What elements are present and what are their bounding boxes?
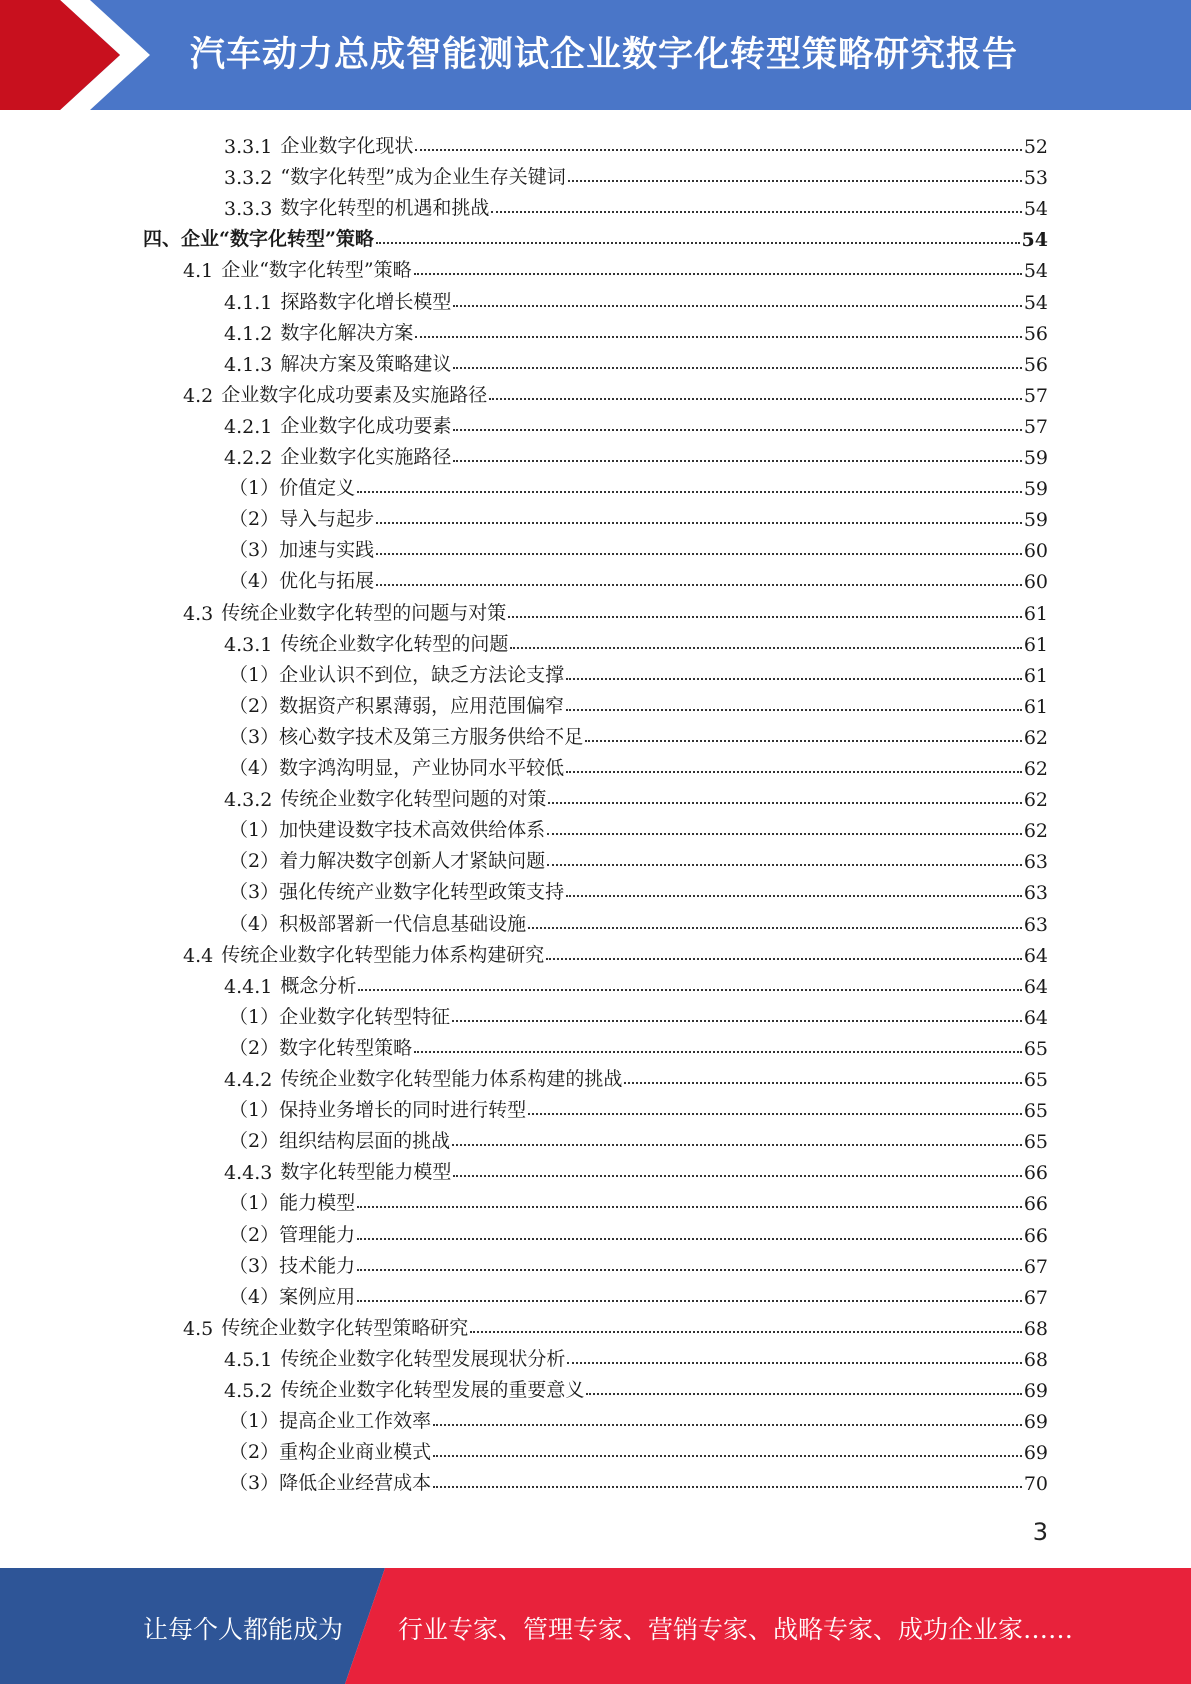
toc-entry-title: 企业数字化实施路径	[280, 446, 452, 468]
toc-dot-leader	[414, 272, 1022, 275]
toc-dot-leader	[568, 179, 1022, 182]
toc-dot-leader	[566, 894, 1022, 897]
toc-entry-page: 53	[1023, 167, 1048, 190]
toc-dot-leader	[508, 615, 1022, 618]
toc-entry-number: 四、	[143, 228, 182, 251]
toc-entry-number: （3）	[229, 725, 280, 748]
toc-entry-number: （2）	[229, 694, 280, 717]
toc-entry-title: 传统企业数字化转型发展的重要意义	[280, 1379, 585, 1401]
toc-entry-page: 66	[1023, 1162, 1048, 1185]
toc-entry-title: 解决方案及策略建议	[280, 352, 452, 375]
toc-entry[interactable]	[183, 376, 1048, 407]
toc-entry[interactable]	[224, 189, 1048, 220]
toc-entry-number: （4）	[229, 570, 280, 593]
toc-dot-leader	[547, 863, 1022, 866]
toc-entry-number: 3.3.2	[224, 167, 273, 190]
toc-dot-leader	[567, 1361, 1021, 1364]
toc-entry-number: （2）	[229, 1223, 280, 1246]
toc-dot-leader	[548, 801, 1021, 804]
toc-entry-page: 56	[1023, 353, 1048, 376]
toc-entry[interactable]	[224, 780, 1048, 811]
toc-dot-leader	[453, 1174, 1021, 1177]
toc-entry-number: （1）	[229, 477, 280, 500]
toc-entry-number: 4.3	[183, 602, 214, 625]
toc-entry[interactable]	[229, 998, 1048, 1029]
toc-dot-leader	[624, 1081, 1021, 1084]
toc-entry-page: 57	[1023, 384, 1048, 407]
toc-entry-title: 企业数字化现状	[280, 135, 414, 157]
toc-entry[interactable]	[229, 811, 1048, 842]
toc-entry-number: 4.1.1	[224, 291, 273, 314]
toc-entry[interactable]	[229, 656, 1048, 687]
toc-entry-title: 核心数字技术及第三方服务供给不足	[279, 725, 584, 748]
toc-entry[interactable]	[224, 967, 1048, 998]
toc-entry-number: 4.4	[183, 944, 214, 967]
toc-entry-page: 66	[1023, 1224, 1048, 1247]
toc-entry[interactable]	[229, 687, 1048, 718]
page-footer	[0, 1568, 1191, 1684]
toc-entry[interactable]	[183, 251, 1048, 282]
toc-dot-leader	[566, 770, 1022, 773]
toc-entry-title: 传统企业数字化转型能力体系构建研究	[221, 943, 545, 966]
toc-entry-number: （4）	[229, 912, 280, 935]
toc-entry-page: 60	[1023, 571, 1048, 594]
toc-dot-leader	[566, 708, 1022, 711]
page-header	[0, 0, 1191, 110]
toc-entry-number: 4.2.1	[224, 415, 273, 438]
toc-entry[interactable]	[224, 1371, 1048, 1402]
toc-entry-number: （3）	[229, 881, 280, 904]
toc-dot-leader	[433, 1423, 1022, 1426]
toc-entry[interactable]	[229, 1091, 1048, 1122]
toc-entry-number: 4.3.1	[224, 633, 273, 656]
toc-entry-number: 4.1.2	[224, 322, 273, 345]
toc-entry-page: 61	[1023, 633, 1048, 656]
toc-entry-number: 4.4.3	[224, 1162, 273, 1185]
page-number: 3	[1032, 1518, 1048, 1546]
toc-dot-leader	[357, 1299, 1022, 1302]
toc-entry[interactable]	[183, 936, 1048, 967]
toc-entry-number: （2）	[229, 1441, 280, 1464]
toc-entry-number: （1）	[229, 663, 280, 686]
toc-entry[interactable]	[143, 220, 1048, 251]
toc-entry-title: 加速与实践	[279, 539, 375, 562]
toc-entry[interactable]	[183, 594, 1048, 625]
toc-entry-title: 概念分析	[280, 974, 357, 997]
toc-dot-leader	[357, 490, 1022, 493]
toc-entry-page: 65	[1023, 1100, 1048, 1123]
toc-dot-leader	[433, 1454, 1022, 1457]
toc-dot-leader	[415, 148, 1021, 151]
toc-entry-page: 62	[1023, 726, 1048, 749]
toc-dot-leader	[546, 957, 1022, 960]
toc-entry-title: 价值定义	[279, 477, 356, 500]
toc-entry[interactable]	[229, 873, 1048, 904]
toc-entry-title: 传统企业数字化转型的问题	[280, 632, 509, 655]
toc-entry-title: 传统企业数字化转型策略研究	[221, 1316, 469, 1339]
toc-entry-page: 62	[1023, 789, 1048, 812]
toc-dot-leader	[453, 366, 1021, 369]
toc-entry[interactable]	[224, 1340, 1048, 1371]
toc-entry-page: 63	[1023, 882, 1048, 905]
toc-entry-page: 68	[1023, 1317, 1048, 1340]
toc-entry-number: （1）	[229, 1192, 280, 1215]
toc-entry-page: 64	[1023, 1006, 1048, 1029]
toc-entry-page: 57	[1023, 415, 1048, 438]
toc-entry-page: 67	[1023, 1286, 1048, 1309]
toc-entry[interactable]	[224, 1060, 1048, 1091]
toc-dot-leader	[452, 1019, 1022, 1022]
toc-entry-page: 54	[1023, 291, 1048, 314]
toc-entry-number: 4.1	[183, 260, 214, 283]
toc-entry-page: 59	[1023, 478, 1048, 501]
toc-entry-page: 64	[1023, 975, 1048, 998]
toc-entry-title: 保持业务增长的同时进行转型	[279, 1099, 527, 1122]
footer-slogan-right: 行业专家、管理专家、营销专家、战略专家、成功企业家……	[398, 1615, 1074, 1644]
toc-entry-number: 4.2	[183, 384, 214, 407]
toc-entry-title: 降低企业经营成本	[279, 1472, 432, 1495]
toc-dot-leader	[453, 428, 1021, 431]
toc-entry-title: 企业数字化成功要素及实施路径	[221, 383, 488, 406]
toc-entry-page: 70	[1023, 1473, 1048, 1496]
toc-entry-title: 导入与起步	[279, 508, 375, 531]
toc-entry-page: 59	[1023, 447, 1048, 469]
toc-entry-page: 60	[1023, 540, 1048, 563]
toc-entry-title: 数字化转型能力模型	[280, 1161, 452, 1184]
toc-entry-number: 4.3.2	[224, 789, 273, 812]
toc-dot-leader	[433, 1485, 1022, 1488]
toc-dot-leader	[376, 241, 1020, 244]
toc-entry[interactable]	[229, 1247, 1048, 1278]
toc-entry-page: 62	[1023, 758, 1048, 780]
toc-entry-title: 加快建设数字技术高效供给体系	[279, 819, 546, 842]
toc-entry[interactable]	[229, 1433, 1048, 1464]
toc-entry[interactable]	[229, 1402, 1048, 1433]
toc-entry-title: 提高企业工作效率	[279, 1410, 432, 1433]
toc-dot-leader	[489, 397, 1022, 400]
toc-entry-number: （3）	[229, 1254, 280, 1277]
toc-entry-page: 54	[1023, 260, 1048, 283]
toc-entry-number: 4.4.2	[224, 1069, 273, 1091]
toc-entry-page: 62	[1023, 820, 1048, 843]
toc-dot-leader	[491, 210, 1021, 213]
toc-dot-leader	[453, 304, 1021, 307]
toc-entry-number: 4.4.1	[224, 975, 273, 998]
toc-dot-leader	[470, 1330, 1022, 1333]
toc-dot-leader	[586, 1392, 1021, 1395]
toc-entry-title: 管理能力	[279, 1223, 356, 1246]
header-chevron-icon	[0, 0, 160, 110]
toc-entry[interactable]	[224, 345, 1048, 376]
toc-entry[interactable]	[229, 1278, 1048, 1309]
toc-entry-number: （3）	[229, 1472, 280, 1495]
footer-slogan-left: 让每个人都能成为	[143, 1615, 344, 1644]
toc-entry-page: 64	[1023, 944, 1048, 967]
toc-entry[interactable]	[224, 625, 1048, 656]
toc-entry-title: 探路数字化增长模型	[280, 290, 452, 313]
toc-entry-number: 4.5.2	[224, 1380, 273, 1402]
toc-entry[interactable]	[224, 438, 1048, 469]
toc-dot-leader	[414, 1050, 1022, 1053]
toc-entry-number: 4.1.3	[224, 353, 273, 376]
toc-entry-title: 数字化转型策略	[279, 1036, 413, 1059]
toc-entry-page: 63	[1023, 851, 1048, 874]
toc-entry-page: 69	[1023, 1442, 1048, 1465]
toc-dot-leader	[376, 583, 1022, 586]
toc-entry-number: （1）	[229, 1099, 280, 1122]
toc-entry[interactable]	[224, 283, 1048, 314]
toc-entry-page: 69	[1023, 1380, 1048, 1402]
report-title: 汽车动力总成智能测试企业数字化转型策略研究报告	[190, 35, 1019, 75]
toc-entry-title: 数字鸿沟明显，产业协同水平较低	[279, 757, 565, 779]
toc-entry-number: （2）	[229, 1130, 280, 1153]
toc-entry[interactable]	[229, 562, 1048, 593]
toc-entry-title: “数字化转型”成为企业生存关键词	[280, 166, 566, 189]
toc-entry[interactable]	[229, 531, 1048, 562]
toc-entry[interactable]	[229, 1184, 1048, 1215]
toc-entry-number: （2）	[229, 1036, 280, 1059]
toc-dot-leader	[528, 926, 1022, 929]
toc-entry-number: 3.3.1	[224, 136, 273, 158]
toc-entry-title: 组织结构层面的挑战	[279, 1130, 451, 1153]
toc-entry-page: 65	[1023, 1037, 1048, 1060]
toc-entry-number: （2）	[229, 508, 280, 531]
toc-entry-number: （2）	[229, 850, 280, 873]
toc-entry[interactable]	[224, 407, 1048, 438]
toc-entry[interactable]	[229, 842, 1048, 873]
toc-dot-leader	[510, 646, 1021, 649]
toc-entry-number: （4）	[229, 757, 280, 779]
toc-entry-page: 68	[1023, 1348, 1048, 1371]
toc-dot-leader	[357, 1237, 1022, 1240]
toc-entry[interactable]	[183, 1309, 1048, 1340]
toc-entry-page: 59	[1023, 509, 1048, 532]
toc-entry-number: （1）	[229, 819, 280, 842]
toc-entry-title: 企业数字化成功要素	[280, 414, 452, 437]
toc-entry-number: （3）	[229, 539, 280, 562]
toc-entry-number: 4.5	[183, 1317, 214, 1340]
toc-dot-leader	[453, 459, 1021, 462]
toc-entry-title: 技术能力	[279, 1254, 356, 1277]
toc-dot-leader	[415, 335, 1021, 338]
toc-dot-leader	[528, 1112, 1022, 1115]
toc-entry-title: 数字化转型的机遇和挑战	[280, 197, 490, 220]
toc-entry[interactable]	[229, 749, 1048, 780]
toc-entry-page: 65	[1023, 1131, 1048, 1154]
toc-entry-page: 61	[1023, 664, 1048, 687]
toc-entry[interactable]	[229, 905, 1048, 936]
toc-entry[interactable]	[229, 1216, 1048, 1247]
toc-entry-page: 63	[1023, 913, 1048, 936]
toc-entry[interactable]	[224, 314, 1048, 345]
toc-entry-number: 3.3.3	[224, 198, 273, 221]
toc-entry-title: 优化与拓展	[279, 570, 375, 593]
toc-entry-title: 企业“数字化转型”策略	[181, 228, 374, 251]
toc-entry-number: 4.2.2	[224, 447, 273, 469]
toc-dot-leader	[566, 677, 1022, 680]
toc-entry[interactable]	[229, 1029, 1048, 1060]
toc-entry[interactable]	[229, 1122, 1048, 1153]
toc-entry-page: 56	[1023, 322, 1048, 345]
toc-entry-number: （4）	[229, 1285, 280, 1308]
toc-entry-number: （1）	[229, 1410, 280, 1433]
toc-entry-title: 着力解决数字创新人才紧缺问题	[279, 850, 546, 873]
toc-entry-title: 积极部署新一代信息基础设施	[279, 912, 527, 935]
toc-entry[interactable]	[229, 469, 1048, 500]
toc-entry-page: 54	[1021, 229, 1048, 252]
toc-entry-page: 65	[1023, 1069, 1048, 1091]
toc-dot-leader	[452, 1143, 1022, 1146]
toc-entry[interactable]	[229, 1464, 1048, 1495]
toc-entry-title: 强化传统产业数字化转型政策支持	[279, 881, 565, 904]
toc-entry[interactable]	[229, 500, 1048, 531]
toc-entry-title: 传统企业数字化转型发展现状分析	[280, 1347, 566, 1370]
toc-entry-number: （1）	[229, 1005, 280, 1028]
toc-dot-leader	[376, 521, 1022, 524]
toc-entry-title: 企业认识不到位，缺乏方法论支撑	[279, 663, 565, 686]
toc-entry[interactable]	[224, 1153, 1048, 1184]
toc-dot-leader	[358, 988, 1021, 991]
toc-entry-page: 61	[1023, 695, 1048, 718]
toc-entry-title: 传统企业数字化转型能力体系构建的挑战	[280, 1068, 623, 1090]
toc-entry-page: 66	[1023, 1193, 1048, 1216]
toc-entry-title: 传统企业数字化转型问题的对策	[280, 788, 547, 811]
toc-dot-leader	[357, 1268, 1022, 1271]
toc-entry-number: 4.5.1	[224, 1348, 273, 1371]
toc-entry-title: 企业“数字化转型”策略	[221, 259, 412, 282]
toc-entry-title: 传统企业数字化转型的问题与对策	[221, 601, 507, 624]
toc-entry-title: 能力模型	[279, 1192, 356, 1215]
toc-entry-page: 52	[1023, 136, 1048, 158]
toc-entry-page: 69	[1023, 1411, 1048, 1434]
toc-entry-title: 数字化解决方案	[280, 321, 414, 344]
toc-entry-title: 案例应用	[279, 1285, 356, 1308]
toc-dot-leader	[357, 1205, 1022, 1208]
toc-dot-leader	[585, 739, 1022, 742]
toc-entry-page: 67	[1023, 1255, 1048, 1278]
toc-entry-page: 61	[1023, 602, 1048, 625]
toc-dot-leader	[376, 552, 1022, 555]
toc-entry-title: 重构企业商业模式	[279, 1441, 432, 1464]
toc-entry-title: 数据资产积累薄弱，应用范围偏窄	[279, 694, 565, 717]
toc-dot-leader	[547, 832, 1022, 835]
toc-entry-title: 企业数字化转型特征	[279, 1005, 451, 1028]
toc-entry[interactable]	[229, 718, 1048, 749]
toc-entry[interactable]	[224, 127, 1048, 158]
toc-entry[interactable]	[224, 158, 1048, 189]
toc-entry-page: 54	[1023, 198, 1048, 221]
